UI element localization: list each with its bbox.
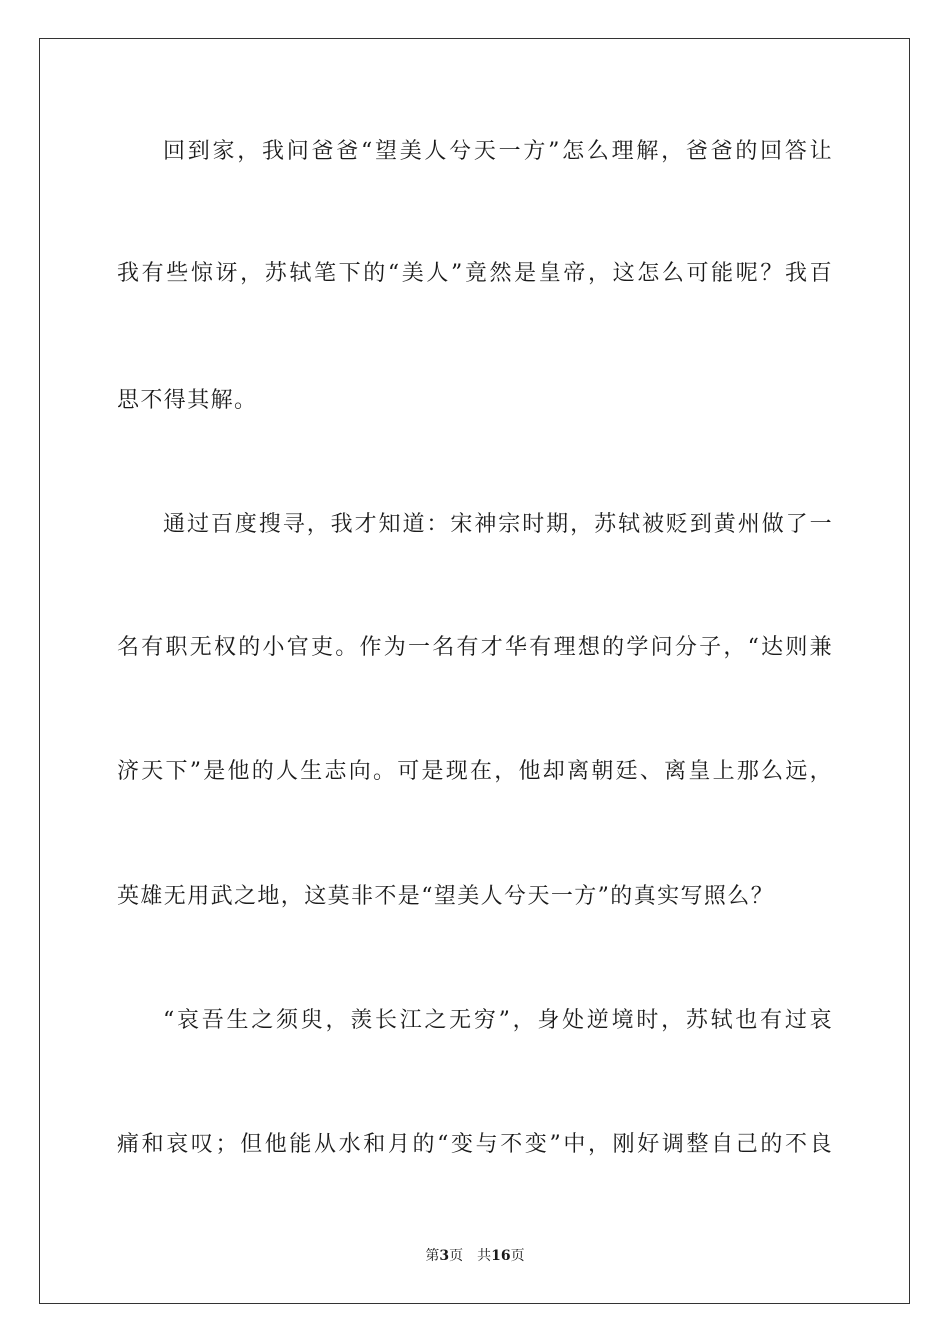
paragraph-3-line-1: “哀吾生之须臾，羡长江之无穷”，身处逆境时，苏轼也有过哀	[163, 1008, 833, 1033]
page-number: 3	[439, 1248, 450, 1264]
total-suffix: 页	[510, 1248, 525, 1264]
paragraph-1-line-2: 我有些惊讶，苏轼笔下的“美人”竟然是皇帝，这怎么可能呢？我百	[117, 261, 833, 286]
page-prefix: 第	[425, 1248, 440, 1264]
paragraph-2-line-2: 名有职无权的小官吏。作为一名有才华有理想的学问分子，“达则兼	[117, 635, 833, 660]
paragraph-2-line-3: 济天下”是他的人生志向。可是现在，他却离朝廷、离皇上那么远，	[117, 759, 833, 784]
paragraph-1-line-1: 回到家，我问爸爸“望美人兮天一方”怎么理解，爸爸的回答让	[163, 139, 833, 164]
page-frame	[39, 38, 910, 1304]
total-prefix: 共	[477, 1248, 492, 1264]
paragraph-2-line-4: 英雄无用武之地，这莫非不是“望美人兮天一方”的真实写照么？	[117, 884, 775, 909]
paragraph-1-line-3: 思不得其解。	[117, 388, 258, 413]
page-footer	[0, 1247, 950, 1265]
paragraph-3-line-2: 痛和哀叹；但他能从水和月的“变与不变”中，刚好调整自己的不良	[117, 1132, 833, 1157]
total-pages: 16	[491, 1248, 511, 1264]
paragraph-2-line-1: 通过百度搜寻，我才知道：宋神宗时期，苏轼被贬到黄州做了一	[163, 512, 833, 537]
page-suffix: 页	[449, 1248, 464, 1264]
